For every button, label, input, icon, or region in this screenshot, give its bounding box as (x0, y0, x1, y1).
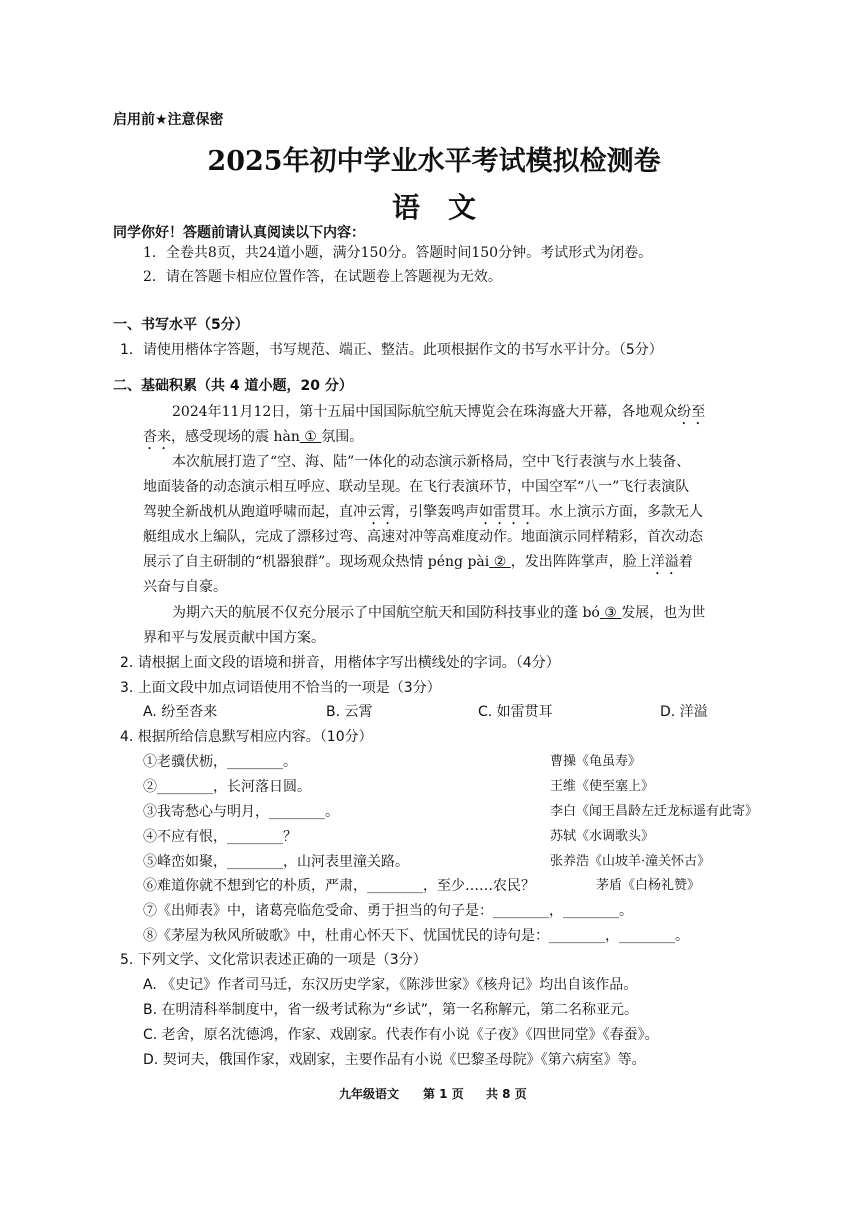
dotted-word-yunxiao: 云霄 (367, 504, 395, 520)
q3-option-b: B. 云霄 (326, 704, 373, 720)
q3-option-a: A. 纷至沓来 (143, 704, 218, 720)
passage-p2-line3: 驾驶全新战机从跑道呼啸而起，直冲云霄，引擎轰鸣声如雷贯耳。水上演示方面，多款无人 (143, 504, 703, 520)
dotted-word-talai: 沓来 (143, 429, 171, 445)
q4-item-1: ①老骥伏枥，________。 (143, 754, 297, 770)
blank-2: ② (493, 554, 507, 570)
footer-total: 共 8 页 (486, 1087, 527, 1101)
dotted-word-yangyi: 洋溢 (650, 554, 679, 570)
q3-option-d: D. 洋溢 (660, 704, 708, 720)
q4-source-2: 王维《使至塞上》 (550, 779, 655, 794)
passage-p2-line4: 艇组成水上编队，完成了漂移过弯、高速对冲等高难度动作。地面演示同样精彩，首次动态 (143, 529, 703, 545)
q4-item-6: ⑥难道你就不想到它的朴质，严肃，________，至少……农民？ (143, 878, 535, 894)
question-1: 1．请使用楷体字答题，书写规范、端正、整洁。此项根据作文的书写水平计分。（5分） (120, 342, 663, 358)
footer-grade: 九年级语文 (339, 1087, 400, 1101)
q4-item-4: ④不应有恨，________？ (143, 829, 297, 845)
q4-item-8: ⑧《茅屋为秋风所破歌》中，杜甫心怀天下、忧国忧民的诗句是：________，________。 (143, 928, 689, 944)
passage-p1-line1: 2024年11月12日，第十五届中国国际航空航天博览会在珠海盛大开幕，各地观众纷至 (172, 404, 706, 420)
passage-p3-line1: 为期六天的航展不仅充分展示了中国航空航天和国防科技事业的蓬 bó ③ 发展，也为世 (172, 605, 706, 621)
q4-item-3: ③我寄愁心与明月，________。 (143, 804, 339, 820)
q4-source-5: 张养浩《山坡羊·潼关怀古》 (550, 854, 711, 869)
q5-option-a: A. 《史记》作者司马迁，东汉历史学家，《陈涉世家》《核舟记》均出自该作品。 (143, 977, 638, 993)
question-3-stem: 3. 上面文段中加点词语使用不恰当的一项是（3分） (120, 680, 441, 696)
passage-p1-line2: 沓来，感受现场的震 hàn ① 氛围。 (143, 429, 364, 445)
question-4-stem: 4. 根据所给信息默写相应内容。（10分） (120, 729, 373, 745)
passage-p2-line6: 兴奋与自豪。 (143, 579, 227, 595)
q4-item-7: ⑦《出师表》中，诸葛亮临危受命、勇于担当的句子是：________，________。 (143, 903, 633, 919)
notice-item-2: 2．请在答题卡相应位置作答，在试题卷上答题视为无效。 (143, 269, 502, 285)
q4-source-1: 曹操《龟虽寿》 (550, 754, 642, 769)
q3-option-c: C. 如雷贯耳 (478, 704, 553, 720)
question-5-stem: 5. 下列文学、文化常识表述正确的一项是（3分） (120, 952, 427, 968)
confidential-label: 启用前★注意保密 (113, 112, 224, 128)
q4-item-5: ⑤峰峦如聚，________，山河表里潼关路。 (143, 854, 409, 870)
question-2: 2. 请根据上面文段的语境和拼音，用楷体字写出横线处的字词。（4分） (120, 655, 560, 671)
passage-p2-line1: 本次航展打造了“空、海、陆”一体化的动态演示新格局，空中飞行表演与水上装备、 (172, 454, 691, 470)
q4-item-2: ②________，长河落日圆。 (143, 779, 311, 795)
subject-title: 语 文 (391, 191, 476, 224)
section2-heading: 二、基础积累（共 4 道小题，20 分） (113, 378, 353, 394)
q4-source-4: 苏轼《水调歌头》 (550, 829, 655, 844)
q5-option-c: C. 老舍，原名沈德鸿，作家、戏剧家。代表作有小说《子夜》《四世同堂》《春蚕》。 (143, 1027, 659, 1043)
q5-option-b: B. 在明清科举制度中，省一级考试称为“乡试”，第一名称解元，第二名称亚元。 (143, 1002, 639, 1018)
passage-p2-line2: 地面装备的动态演示相互呼应、联动呈现。在飞行表演环节，中国空军“八一”飞行表演队 (143, 479, 690, 495)
passage-p3-line2: 界和平与发展贡献中国方案。 (143, 630, 325, 646)
footer-page: 第 1 页 (423, 1087, 464, 1101)
blank-3: ③ (604, 605, 617, 621)
section1-heading: 一、书写水平（5分） (113, 317, 249, 333)
q4-source-6: 茅盾《白杨礼赞》 (596, 878, 701, 893)
notice-heading: 同学你好！答题前请认真阅读以下内容： (113, 225, 365, 241)
exam-title: 2025年初中学业水平考试模拟检测卷 (207, 146, 661, 177)
passage-p2-line5: 展示了自主研制的“机器狼群”。现场观众热情 péng pài ② ，发出阵阵掌声，脸上洋溢着 (143, 554, 693, 570)
q5-option-d: D. 契诃夫，俄国作家，戏剧家，主要作品有小说《巴黎圣母院》《第六病室》等。 (143, 1052, 646, 1068)
notice-item-1: 1．全卷共8页，共24道小题，满分150分。答题时间150分钟。考试形式为闭卷。 (143, 245, 653, 261)
dotted-word-ruleiguaner: 如雷贯耳 (479, 504, 535, 520)
q4-source-3: 李白《闻王昌龄左迁龙标遥有此寄》 (550, 804, 759, 819)
blank-1: ① (304, 429, 317, 445)
dotted-word-fenzhi: 纷至 (677, 404, 706, 420)
